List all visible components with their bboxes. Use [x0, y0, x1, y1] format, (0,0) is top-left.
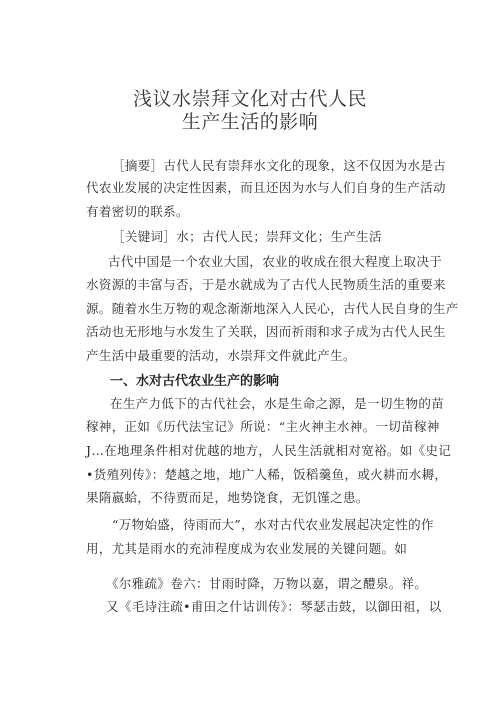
keywords-line: ［关键词］水；古代人民；崇拜文化；生产生活 — [112, 229, 382, 244]
abstract-line-1: ［摘要］古代人民有崇拜水文化的现象，这不仅因为水是古 — [112, 158, 447, 173]
quote-line-2: 又《毛诗注疏•甫田之什诂训传》：琴瑟击鼓，以御田祖，以 — [106, 599, 442, 614]
intro-line-2: 水资源的丰富与否，于是水就成为了古代人民物质生活的重要来 — [86, 277, 446, 292]
title-line-1: 浅议水崇拜文化对古代人民 — [132, 88, 367, 110]
intro-line-3: 源。随着水生万物的观念渐渐地深入人民心，古代人民自身的生产 — [86, 301, 459, 316]
section1-para1-line-2: 稼神，正如《历代法宝记》所说：“主火神主水神。一切苗稼神 — [86, 419, 440, 434]
title-line-2: 生产生活的影响 — [181, 111, 319, 133]
intro-line-5: 产生活中最重要的活动，水崇拜文件就此产生。 — [86, 348, 356, 363]
section1-para1-line-5: 果隋嬴蛤，不待贾而足，地势饶食，无饥馑之患。 — [86, 490, 369, 505]
abstract-line-3: 有着密切的联系。 — [86, 204, 189, 219]
section1-para1-line-4: •货殖列传》：楚越之地，地广人稀，饭稻羹鱼，或火耕而水耨， — [86, 467, 448, 482]
quote-line-1: 《尔雅疏》卷六：甘雨时降，万物以嘉，谓之醴泉。祥。 — [106, 576, 428, 591]
section1-para2-line-1: “万物始盛，待雨而大”，水对古代农业发展起决定性的作 — [112, 517, 434, 532]
intro-line-1: 古代中国是一个农业大国，农业的收成在很大程度上取决于 — [108, 254, 443, 269]
abstract-line-2: 代农业发展的决定性因素，而且还因为水与人们自身的生产活动 — [86, 180, 446, 195]
section1-para1-line-1: 在生产力低下的古代社会，水是生命之源，是一切生物的苗 — [110, 396, 445, 411]
section1-para2-line-2: 用，尤其是雨水的充沛程度成为农业发展的关键问题。如 — [86, 541, 408, 556]
intro-line-4: 活动也无形地与水发生了关联，因而祈雨和求子成为古代人民生 — [86, 324, 446, 339]
section1-para1-line-3: J…在地理条件相对优越的地方，人民生活就相对宽裕。如《史记 — [86, 443, 452, 458]
section-heading: 一、水对古代农业生产的影响 — [110, 374, 280, 389]
